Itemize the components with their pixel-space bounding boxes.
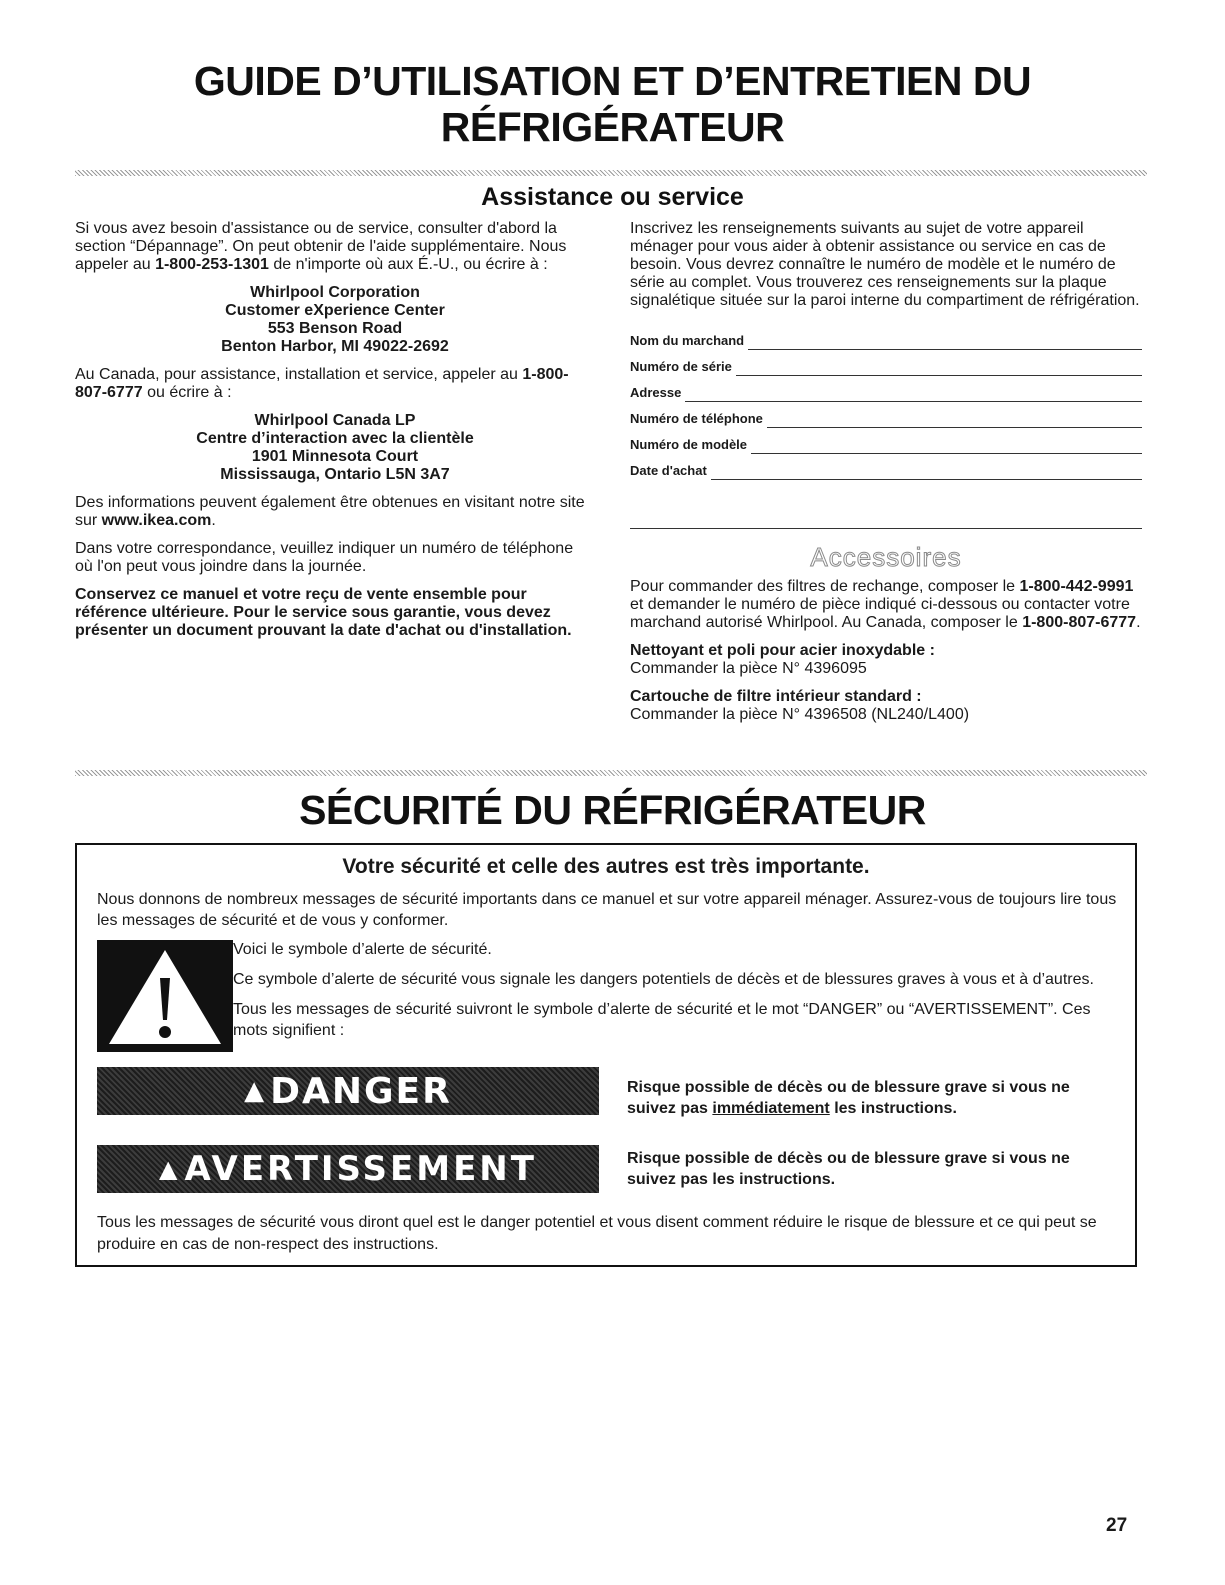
page-title-line-2: RÉFRIGÉRATEUR: [440, 104, 785, 150]
canada-address-line: Centre d’interaction avec la clientèle: [196, 430, 474, 447]
canada-address-line: 1901 Minnesota Court: [251, 448, 419, 465]
field-label: Numéro de modèle: [630, 437, 748, 452]
field-label: Numéro de série: [630, 359, 732, 374]
field-label: Numéro de téléphone: [630, 411, 763, 426]
accessories-phone-number: 1-800-442-9991: [1019, 578, 1134, 595]
fill-line[interactable]: [685, 389, 1142, 402]
warning-label: AVERTISSEMENT: [184, 1149, 537, 1189]
canada-address-line: Mississauga, Ontario L5N 3A7: [220, 466, 450, 483]
canada-assistance-text: Au Canada, pour assistance, installation et service, appeler au: [75, 366, 523, 383]
us-address-line: Whirlpool Corporation: [250, 284, 420, 301]
accessories-text: Pour commander des filtres de rechange, composer le: [630, 578, 1020, 595]
canada-phone-number: 1-800-807-6777: [75, 366, 569, 401]
fill-line[interactable]: [748, 337, 1142, 350]
assistance-intro-end: de n'importe où aux É.-U., ou écrire à :: [268, 256, 548, 273]
accessories-divider: [630, 528, 1142, 529]
canada-address-line: Whirlpool Canada LP: [254, 412, 416, 429]
accessories-text-mid: et demander le numéro de pièce indiqué ci-dessous ou contacter votre marchand autorisé Whirlpool. Au Canada, composer le: [630, 596, 1130, 631]
safety-intro: Nous donnons de nombreux messages de sécurité importants dans ce manuel et sur votre appareil ménager. Assurez-vous de toujours lire tous les messages de sécurité et de vous y conformer.: [97, 891, 1117, 929]
field-label: Nom du marchand: [630, 333, 745, 348]
website-end: .: [211, 512, 216, 529]
accessories-content: [630, 578, 1150, 734]
danger-text: Risque possible de décès ou de blessure grave si vous ne suivez pas: [627, 1079, 1070, 1117]
correspondence-paragraph: Dans votre correspondance, veuillez indiquer un numéro de téléphone où l'on peut vous joindre dans la journée.: [75, 540, 574, 575]
warning-triangle-icon: ▲: [244, 1076, 267, 1106]
record-info-paragraph: Inscrivez les renseignements suivants au sujet de votre appareil ménager pour vous aider à obtenir assistance ou service en cas de besoin. Vous devrez connaître le numéro de modèle et le numéro de série au complet. Vous trouverez ces renseignements sur la plaque signalétique située sur la paroi interne du compartiment de réfrigération.: [630, 220, 1140, 309]
serial-number-field[interactable]: [630, 350, 1142, 376]
symbol-line: Tous les messages de sécurité suivront le symbole d’alerte de sécurité et le mot “DANGER” ou “AVERTISSEMENT”. Ces mots signifient :: [233, 1001, 1091, 1039]
us-phone-number: 1-800-253-1301: [155, 256, 269, 273]
symbol-line: Ce symbole d’alerte de sécurité vous signale les dangers potentiels de décès et de blessures graves à vous et à d’autres.: [233, 971, 1094, 988]
accessories-text-end: .: [1136, 614, 1141, 631]
warning-signal-bar: [97, 1145, 599, 1193]
website-text: Des informations peuvent également être obtenues en visitant notre site sur: [75, 494, 585, 529]
warning-triangle-icon: ▲: [159, 1155, 181, 1183]
us-address-line: Customer eXperience Center: [225, 302, 445, 319]
field-label: Adresse: [630, 385, 682, 400]
danger-text-underlined: immédiatement: [712, 1100, 830, 1117]
assistance-heading: Assistance ou service: [481, 183, 744, 211]
assistance-right-column: [630, 220, 1150, 480]
website-paragraph: [75, 494, 595, 530]
fill-line[interactable]: [751, 441, 1142, 454]
us-address-line: 553 Benson Road: [267, 320, 403, 337]
accessories-order-paragraph: [630, 578, 1150, 632]
accessory-part-number: Commander la pièce N° 4396508 (NL240/L400): [630, 706, 970, 723]
fill-line[interactable]: [736, 363, 1142, 376]
us-address-line: Benton Harbor, MI 49022-2692: [221, 338, 449, 355]
assistance-intro-text: Si vous avez besoin d'assistance ou de service, consulter d'abord la section “Dépannage”. On peut obtenir de l'aide supplémentaire. Nous appeler au: [75, 220, 567, 273]
page-title-line-1: GUIDE D’UTILISATION ET D’ENTRETIEN DU: [193, 58, 1032, 104]
keep-manual-paragraph: Conservez ce manuel et votre reçu de vente ensemble pour référence ultérieure. Pour le service sous garantie, vous devez présenter un document prouvant la date d'achat ou d'installation.: [75, 586, 572, 639]
page-title: [0, 58, 1225, 150]
dealer-name-field[interactable]: [630, 324, 1142, 350]
safety-symbol-explanation: [233, 939, 1113, 1050]
accessory-item-title: Nettoyant et poli pour acier inoxydable :: [630, 642, 935, 659]
field-label: Date d'achat: [630, 463, 707, 478]
accessory-part-number: Commander la pièce N° 4396095: [630, 660, 867, 677]
canada-address: [75, 412, 595, 484]
symbol-line: Voici le symbole d’alerte de sécurité.: [233, 941, 492, 958]
safety-alert-symbol-icon: [97, 940, 233, 1052]
safety-title: SÉCURITÉ DU RÉFRIGÉRATEUR: [299, 787, 926, 833]
canada-assistance: [75, 366, 595, 402]
assistance-intro: [75, 220, 595, 274]
accessory-item-filter: [630, 688, 1150, 724]
phone-number-field[interactable]: [630, 402, 1142, 428]
danger-description: [627, 1077, 1117, 1119]
danger-label: DANGER: [270, 1070, 452, 1112]
accessories-canada-phone: 1-800-807-6777: [1022, 614, 1137, 631]
hatched-divider-middle: [75, 770, 1147, 776]
purchase-date-field[interactable]: [630, 454, 1142, 480]
safety-subtitle: Votre sécurité et celle des autres est très importante.: [342, 855, 870, 878]
website-link[interactable]: www.ikea.com: [101, 512, 212, 529]
us-address: [75, 284, 595, 356]
address-field[interactable]: [630, 376, 1142, 402]
warning-description: Risque possible de décès ou de blessure grave si vous ne suivez pas les instructions.: [627, 1150, 1070, 1188]
fill-line[interactable]: [711, 467, 1142, 480]
danger-signal-bar: [97, 1067, 599, 1115]
hatched-divider-top: [75, 170, 1147, 176]
accessories-heading: Accessoires: [810, 542, 962, 572]
safety-footer: Tous les messages de sécurité vous diront quel est le danger potentiel et vous disent comment réduire le risque de blessure et ce qui peut se produire en cas de non-respect des instructions.: [97, 1214, 1097, 1253]
safety-box: [75, 843, 1137, 1267]
model-number-field[interactable]: [630, 428, 1142, 454]
canada-assistance-end: ou écrire à :: [142, 384, 232, 401]
page-number: 27: [1106, 1515, 1128, 1536]
accessory-item-cleaner: [630, 642, 1150, 678]
accessory-item-title: Cartouche de filtre intérieur standard :: [630, 688, 922, 705]
danger-text-end: les instructions.: [829, 1100, 957, 1117]
assistance-left-column: [75, 220, 595, 650]
fill-line[interactable]: [767, 415, 1142, 428]
